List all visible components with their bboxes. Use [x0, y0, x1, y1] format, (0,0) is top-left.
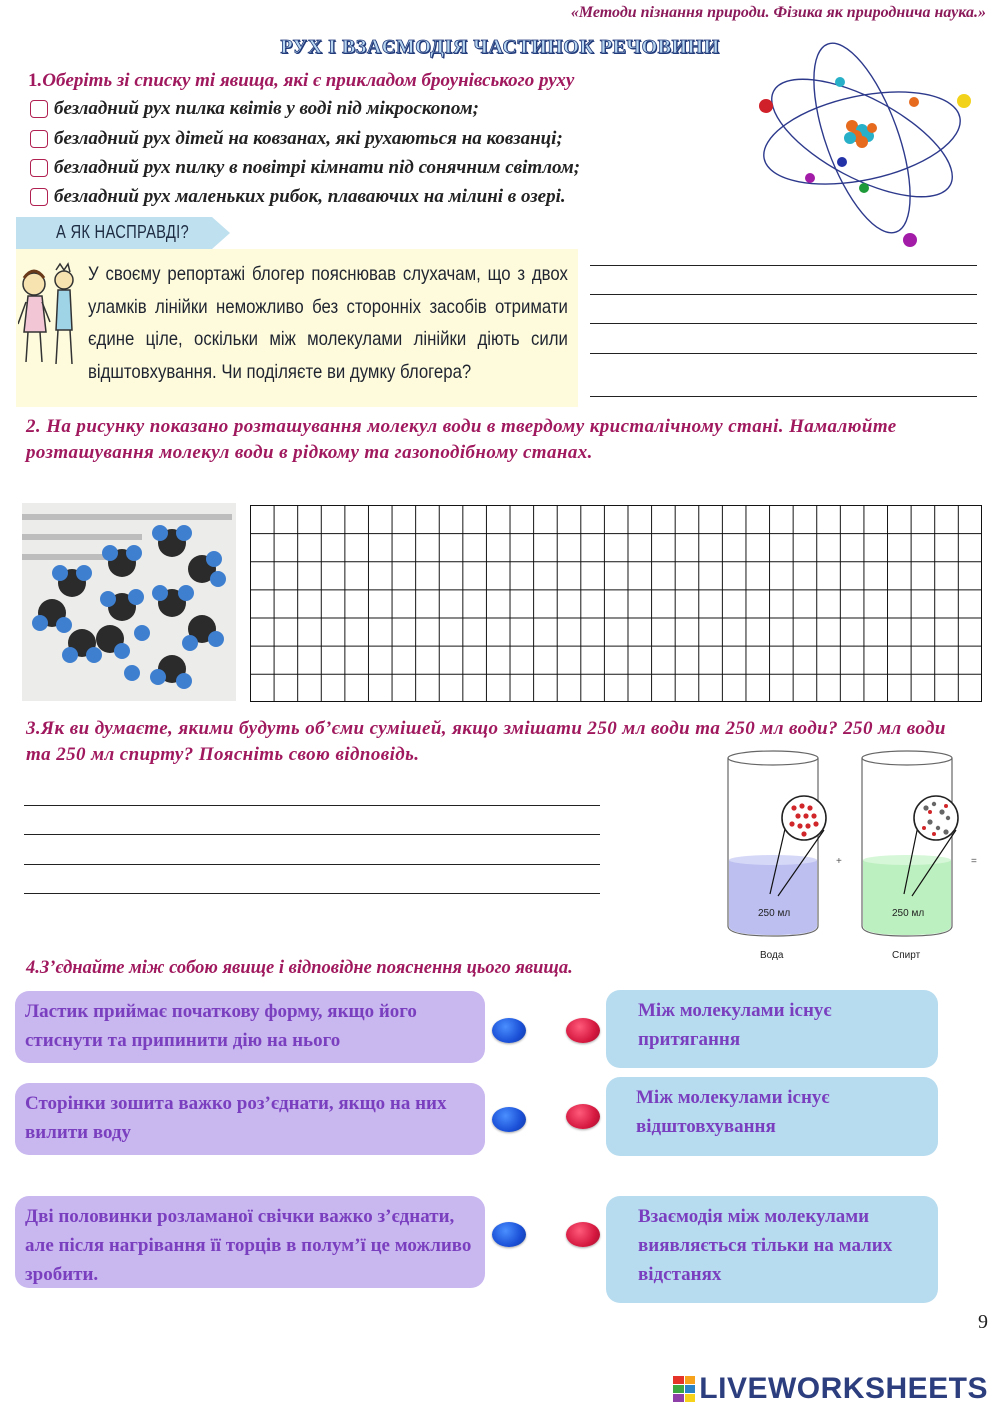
- q1-option-1[interactable]: безладний рух пилка квітів у воді під мікроскопом;: [30, 98, 479, 120]
- alcohol-label: Спирт: [892, 950, 921, 961]
- water-label: Вода: [760, 950, 784, 961]
- match-right-2: Між молекулами існує відштовхування: [606, 1077, 938, 1156]
- plus-sign: +: [836, 856, 842, 867]
- question-3-title: 3.Як ви думаєте, якими будуть об’єми сумішей, якщо змішати 250 мл води та 250 мл води? 250 мл води та 250 мл спирту? Поясніть свою відповідь.: [26, 718, 946, 765]
- match-left-1: Ластик приймає початкову форму, якщо його стиснути та припинити дію на нього: [15, 991, 485, 1063]
- match-left-3: Дві половинки розламаної свічки важко з’єднати, але після нагрівання її торців в полум’ї це можливо зробити.: [15, 1196, 485, 1288]
- checkbox[interactable]: [30, 188, 48, 206]
- answer-line[interactable]: [590, 323, 977, 324]
- match-right-3-connector[interactable]: [566, 1222, 600, 1247]
- answer-line[interactable]: [590, 265, 977, 266]
- q1-option-2[interactable]: безладний рух дітей на ковзанах, які рухаються на ковзанці;: [30, 128, 563, 150]
- water-volume-label: 250 мл: [758, 908, 791, 919]
- electron-icon: [759, 99, 773, 113]
- answer-line[interactable]: [24, 893, 600, 894]
- match-right-1-connector[interactable]: [566, 1018, 600, 1043]
- match-left-3-connector[interactable]: [492, 1222, 526, 1247]
- page-number: 9: [978, 1311, 988, 1333]
- checkbox[interactable]: [30, 130, 48, 148]
- story-banner: А ЯК НАСПРАВДІ?: [16, 217, 212, 249]
- story-text: У своєму репортажі блогер пояснював слухачам, що з двох уламків лінійки неможливо без сторонніх засобів отримати єдине ціле, оскільки між молекулами лінійки діють сили відштовхування. Чи поділяєте ви думку блогера?: [88, 263, 568, 383]
- answer-line[interactable]: [24, 805, 600, 806]
- header-subtitle: «Методи пізнання природи. Фізика як природнича наука.»: [570, 4, 986, 21]
- match-left-2-connector[interactable]: [492, 1107, 526, 1132]
- water-crystal-image: [22, 503, 236, 701]
- liveworksheets-logo-icon: [673, 1376, 695, 1402]
- checkbox[interactable]: [30, 100, 48, 118]
- match-left-1-connector[interactable]: [492, 1018, 526, 1043]
- match-right-2-connector[interactable]: [566, 1104, 600, 1129]
- answer-line[interactable]: [590, 353, 977, 354]
- kids-illustration-icon: [18, 262, 80, 374]
- match-left-2: Сторінки зошита важко роз’єднати, якщо на них вилити воду: [15, 1083, 485, 1155]
- atom-illustration: [752, 38, 980, 252]
- question-2-title: 2. На рисунку показано розташування молекул води в твердому кристалічному стані. Намалюйте розташування молекул води в рідкому та газоподібному станах.: [26, 416, 897, 463]
- question-1-title: 1.Оберіть зі списку ті явища, які є прикладом броунівського руху: [28, 70, 575, 91]
- checkbox[interactable]: [30, 159, 48, 177]
- equals-sign: =: [971, 856, 977, 867]
- answer-line[interactable]: [590, 396, 977, 397]
- answer-line[interactable]: [24, 834, 600, 835]
- match-right-3: Взаємодія між молекулами виявляється тільки на малих відстанях: [606, 1196, 938, 1303]
- liveworksheets-logo: LIVEWORKSHEETS: [673, 1372, 988, 1406]
- alcohol-volume-label: 250 мл: [892, 908, 925, 919]
- answer-line[interactable]: [24, 864, 600, 865]
- match-right-1: Між молекулами існує притягання: [606, 990, 938, 1068]
- beakers-illustration: [720, 746, 990, 966]
- q1-option-3[interactable]: безладний рух пилку в повітрі кімнати під сонячним світлом;: [30, 157, 580, 179]
- page-title: РУХ І ВЗАЄМОДІЯ ЧАСТИНОК РЕЧОВИНИ: [280, 36, 720, 58]
- drawing-grid[interactable]: [250, 505, 982, 702]
- answer-line[interactable]: [590, 294, 977, 295]
- question-4-title: 4.З’єднайте між собою явище і відповідне пояснення цього явища.: [26, 958, 573, 978]
- q1-option-4[interactable]: безладний рух маленьких рибок, плаваючих на мілині в озері.: [30, 186, 566, 208]
